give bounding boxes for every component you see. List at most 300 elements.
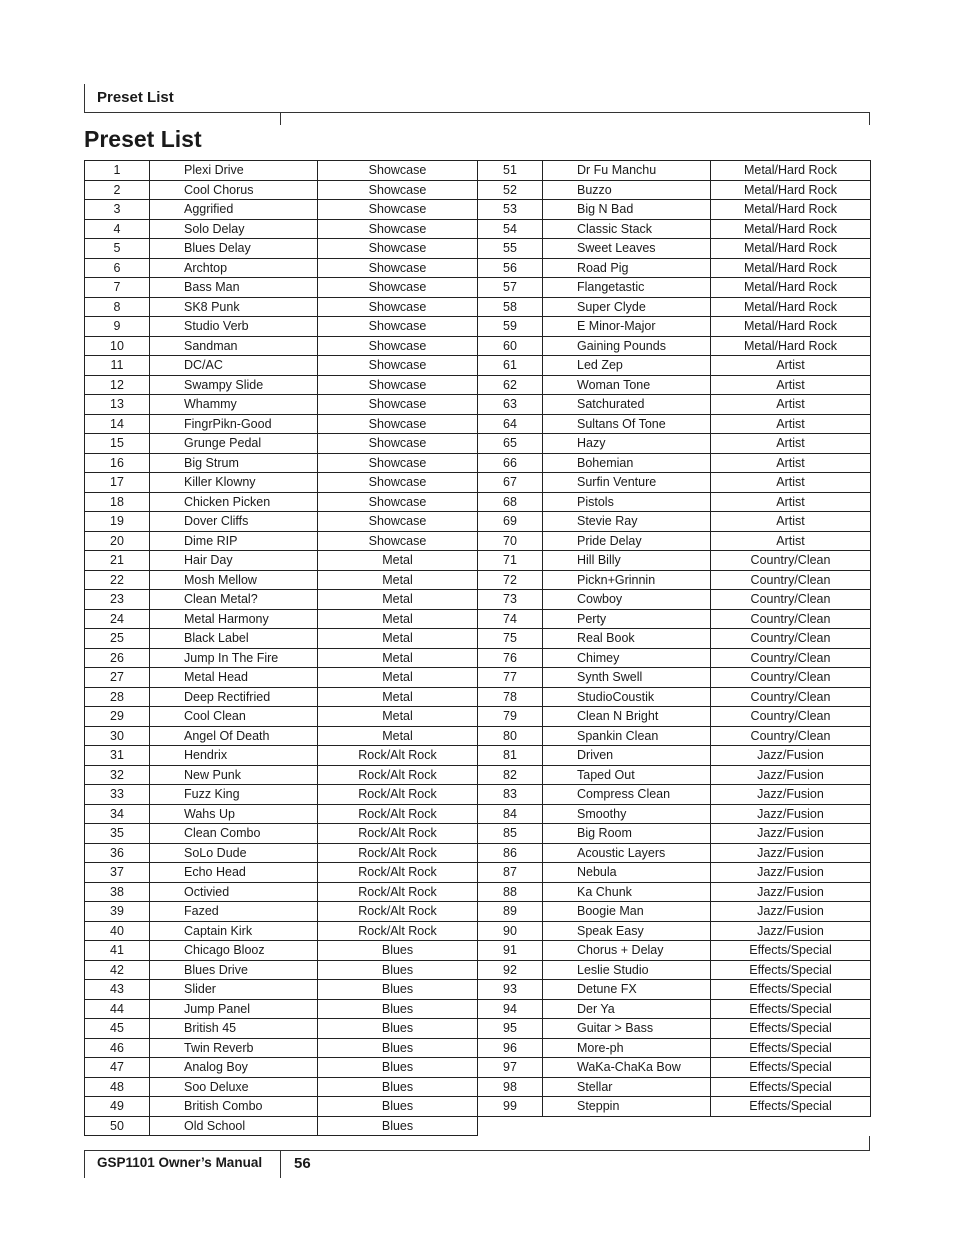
preset-category: Showcase bbox=[318, 278, 478, 298]
preset-name: Angel Of Death bbox=[150, 726, 318, 746]
preset-row bbox=[478, 687, 871, 707]
preset-row bbox=[478, 1038, 871, 1058]
preset-number: 38 bbox=[85, 882, 150, 902]
preset-category: Metal/Hard Rock bbox=[711, 258, 871, 278]
preset-category: Artist bbox=[711, 434, 871, 454]
preset-name: Big N Bad bbox=[543, 200, 711, 220]
preset-row bbox=[85, 1116, 478, 1136]
preset-number: 64 bbox=[478, 414, 543, 434]
preset-category: Showcase bbox=[318, 297, 478, 317]
running-head: Preset List bbox=[97, 89, 174, 106]
preset-number: 63 bbox=[478, 395, 543, 415]
preset-number: 34 bbox=[85, 804, 150, 824]
preset-category: Country/Clean bbox=[711, 648, 871, 668]
preset-number: 27 bbox=[85, 668, 150, 688]
preset-row bbox=[478, 1077, 871, 1097]
preset-row bbox=[478, 336, 871, 356]
preset-row bbox=[478, 707, 871, 727]
preset-category: Rock/Alt Rock bbox=[318, 843, 478, 863]
preset-row bbox=[85, 1058, 478, 1078]
preset-name: Black Label bbox=[150, 629, 318, 649]
preset-category: Country/Clean bbox=[711, 629, 871, 649]
preset-category: Blues bbox=[318, 1038, 478, 1058]
preset-category: Jazz/Fusion bbox=[711, 902, 871, 922]
preset-number: 98 bbox=[478, 1077, 543, 1097]
preset-number: 77 bbox=[478, 668, 543, 688]
preset-category: Showcase bbox=[318, 512, 478, 532]
preset-number: 62 bbox=[478, 375, 543, 395]
preset-name: Satchurated bbox=[543, 395, 711, 415]
preset-number: 69 bbox=[478, 512, 543, 532]
preset-name: Big Strum bbox=[150, 453, 318, 473]
preset-number: 47 bbox=[85, 1058, 150, 1078]
preset-number: 99 bbox=[478, 1097, 543, 1117]
preset-name: Bass Man bbox=[150, 278, 318, 298]
preset-row bbox=[85, 200, 478, 220]
preset-number: 79 bbox=[478, 707, 543, 727]
preset-category: Showcase bbox=[318, 200, 478, 220]
preset-category: Artist bbox=[711, 453, 871, 473]
preset-number: 39 bbox=[85, 902, 150, 922]
preset-number: 24 bbox=[85, 609, 150, 629]
preset-number: 5 bbox=[85, 239, 150, 259]
preset-category: Artist bbox=[711, 492, 871, 512]
preset-name: Der Ya bbox=[543, 999, 711, 1019]
preset-number: 40 bbox=[85, 921, 150, 941]
preset-name: Compress Clean bbox=[543, 785, 711, 805]
preset-number: 25 bbox=[85, 629, 150, 649]
preset-row bbox=[478, 258, 871, 278]
preset-name: Taped Out bbox=[543, 765, 711, 785]
preset-category: Jazz/Fusion bbox=[711, 882, 871, 902]
preset-name: Sultans Of Tone bbox=[543, 414, 711, 434]
preset-category: Showcase bbox=[318, 258, 478, 278]
preset-category: Blues bbox=[318, 980, 478, 1000]
preset-row bbox=[85, 180, 478, 200]
preset-name: Plexi Drive bbox=[150, 161, 318, 181]
preset-name: Slider bbox=[150, 980, 318, 1000]
preset-row bbox=[85, 161, 478, 181]
preset-row bbox=[478, 1097, 871, 1117]
preset-number: 10 bbox=[85, 336, 150, 356]
preset-row bbox=[478, 726, 871, 746]
page-number: 56 bbox=[294, 1155, 311, 1172]
preset-name: Clean N Bright bbox=[543, 707, 711, 727]
preset-number: 43 bbox=[85, 980, 150, 1000]
preset-category: Country/Clean bbox=[711, 551, 871, 571]
preset-number: 15 bbox=[85, 434, 150, 454]
preset-category: Rock/Alt Rock bbox=[318, 882, 478, 902]
preset-name: Octivied bbox=[150, 882, 318, 902]
preset-name: More-ph bbox=[543, 1038, 711, 1058]
preset-row bbox=[85, 219, 478, 239]
preset-row bbox=[478, 395, 871, 415]
preset-name: Chimey bbox=[543, 648, 711, 668]
preset-row bbox=[85, 375, 478, 395]
preset-row bbox=[478, 161, 871, 181]
preset-category: Showcase bbox=[318, 395, 478, 415]
preset-number: 81 bbox=[478, 746, 543, 766]
preset-number: 57 bbox=[478, 278, 543, 298]
preset-number: 1 bbox=[85, 161, 150, 181]
preset-number: 84 bbox=[478, 804, 543, 824]
preset-number: 65 bbox=[478, 434, 543, 454]
preset-name: Driven bbox=[543, 746, 711, 766]
preset-row bbox=[85, 746, 478, 766]
preset-category: Country/Clean bbox=[711, 590, 871, 610]
preset-category: Rock/Alt Rock bbox=[318, 921, 478, 941]
preset-number: 19 bbox=[85, 512, 150, 532]
preset-category: Showcase bbox=[318, 161, 478, 181]
preset-name: Wahs Up bbox=[150, 804, 318, 824]
preset-number: 93 bbox=[478, 980, 543, 1000]
preset-number: 14 bbox=[85, 414, 150, 434]
preset-row bbox=[85, 278, 478, 298]
preset-row bbox=[85, 492, 478, 512]
preset-row bbox=[85, 687, 478, 707]
preset-number: 90 bbox=[478, 921, 543, 941]
preset-row bbox=[478, 824, 871, 844]
preset-number: 96 bbox=[478, 1038, 543, 1058]
preset-number: 67 bbox=[478, 473, 543, 493]
preset-name: E Minor-Major bbox=[543, 317, 711, 337]
preset-row bbox=[85, 239, 478, 259]
preset-category: Blues bbox=[318, 1077, 478, 1097]
preset-number: 92 bbox=[478, 960, 543, 980]
preset-category: Metal/Hard Rock bbox=[711, 336, 871, 356]
preset-row bbox=[478, 804, 871, 824]
preset-name: Clean Metal? bbox=[150, 590, 318, 610]
preset-row bbox=[478, 278, 871, 298]
preset-name: Jump In The Fire bbox=[150, 648, 318, 668]
preset-row bbox=[478, 473, 871, 493]
preset-name: Chicken Picken bbox=[150, 492, 318, 512]
preset-row bbox=[478, 863, 871, 883]
preset-number: 6 bbox=[85, 258, 150, 278]
preset-row bbox=[85, 453, 478, 473]
preset-name: Swampy Slide bbox=[150, 375, 318, 395]
preset-row bbox=[478, 882, 871, 902]
preset-row bbox=[478, 980, 871, 1000]
preset-category: Blues bbox=[318, 1097, 478, 1117]
preset-name: Pride Delay bbox=[543, 531, 711, 551]
preset-number: 87 bbox=[478, 863, 543, 883]
preset-category: Showcase bbox=[318, 375, 478, 395]
preset-row bbox=[478, 180, 871, 200]
preset-row bbox=[85, 531, 478, 551]
preset-category: Blues bbox=[318, 960, 478, 980]
preset-number: 7 bbox=[85, 278, 150, 298]
preset-row bbox=[478, 941, 871, 961]
preset-number: 75 bbox=[478, 629, 543, 649]
preset-category: Blues bbox=[318, 1116, 478, 1136]
preset-category: Metal/Hard Rock bbox=[711, 180, 871, 200]
preset-category: Jazz/Fusion bbox=[711, 863, 871, 883]
preset-number: 26 bbox=[85, 648, 150, 668]
preset-category: Blues bbox=[318, 1058, 478, 1078]
preset-name: Steppin bbox=[543, 1097, 711, 1117]
preset-row bbox=[478, 921, 871, 941]
preset-number: 23 bbox=[85, 590, 150, 610]
preset-number: 59 bbox=[478, 317, 543, 337]
preset-row bbox=[478, 200, 871, 220]
preset-row bbox=[85, 473, 478, 493]
preset-name: Ka Chunk bbox=[543, 882, 711, 902]
preset-number: 48 bbox=[85, 1077, 150, 1097]
preset-category: Jazz/Fusion bbox=[711, 804, 871, 824]
preset-name: Hair Day bbox=[150, 551, 318, 571]
preset-category: Rock/Alt Rock bbox=[318, 765, 478, 785]
preset-category: Showcase bbox=[318, 336, 478, 356]
preset-name: Twin Reverb bbox=[150, 1038, 318, 1058]
preset-row bbox=[478, 785, 871, 805]
preset-row bbox=[85, 395, 478, 415]
preset-number: 16 bbox=[85, 453, 150, 473]
preset-row bbox=[85, 590, 478, 610]
preset-category: Showcase bbox=[318, 473, 478, 493]
preset-category: Rock/Alt Rock bbox=[318, 863, 478, 883]
preset-row bbox=[478, 492, 871, 512]
preset-category: Country/Clean bbox=[711, 687, 871, 707]
preset-name: Bohemian bbox=[543, 453, 711, 473]
preset-row bbox=[85, 902, 478, 922]
preset-name: British 45 bbox=[150, 1019, 318, 1039]
preset-name: Cool Chorus bbox=[150, 180, 318, 200]
preset-number: 89 bbox=[478, 902, 543, 922]
preset-number: 54 bbox=[478, 219, 543, 239]
preset-row bbox=[85, 629, 478, 649]
preset-name: Road Pig bbox=[543, 258, 711, 278]
preset-name: Archtop bbox=[150, 258, 318, 278]
preset-number: 8 bbox=[85, 297, 150, 317]
preset-category: Effects/Special bbox=[711, 1019, 871, 1039]
preset-name: Led Zep bbox=[543, 356, 711, 376]
header-vertical-rule bbox=[84, 84, 85, 112]
preset-number: 22 bbox=[85, 570, 150, 590]
preset-row bbox=[85, 336, 478, 356]
preset-number: 3 bbox=[85, 200, 150, 220]
footer-horizontal-rule bbox=[84, 1150, 870, 1151]
preset-row bbox=[478, 297, 871, 317]
preset-number: 18 bbox=[85, 492, 150, 512]
preset-category: Artist bbox=[711, 356, 871, 376]
preset-number: 94 bbox=[478, 999, 543, 1019]
preset-number: 72 bbox=[478, 570, 543, 590]
preset-number: 29 bbox=[85, 707, 150, 727]
preset-row bbox=[85, 765, 478, 785]
preset-name: FingrPikn-Good bbox=[150, 414, 318, 434]
preset-name: Killer Klowny bbox=[150, 473, 318, 493]
preset-name: Aggrified bbox=[150, 200, 318, 220]
preset-name: Sweet Leaves bbox=[543, 239, 711, 259]
preset-row bbox=[85, 609, 478, 629]
preset-category: Country/Clean bbox=[711, 707, 871, 727]
preset-number: 17 bbox=[85, 473, 150, 493]
preset-row bbox=[478, 239, 871, 259]
preset-row bbox=[85, 1019, 478, 1039]
preset-row bbox=[478, 746, 871, 766]
preset-name: Real Book bbox=[543, 629, 711, 649]
preset-row bbox=[85, 882, 478, 902]
preset-category: Jazz/Fusion bbox=[711, 843, 871, 863]
preset-number: 83 bbox=[478, 785, 543, 805]
preset-name: Perty bbox=[543, 609, 711, 629]
preset-row bbox=[478, 414, 871, 434]
preset-row bbox=[478, 1019, 871, 1039]
preset-name: SK8 Punk bbox=[150, 297, 318, 317]
preset-category: Showcase bbox=[318, 239, 478, 259]
preset-category: Country/Clean bbox=[711, 668, 871, 688]
preset-category: Effects/Special bbox=[711, 980, 871, 1000]
preset-number: 60 bbox=[478, 336, 543, 356]
preset-category: Blues bbox=[318, 999, 478, 1019]
preset-category: Metal/Hard Rock bbox=[711, 200, 871, 220]
preset-row bbox=[478, 531, 871, 551]
preset-row bbox=[478, 551, 871, 571]
preset-category: Metal/Hard Rock bbox=[711, 317, 871, 337]
preset-name: SoLo Dude bbox=[150, 843, 318, 863]
preset-category: Showcase bbox=[318, 356, 478, 376]
preset-table-left bbox=[84, 160, 478, 1136]
preset-name: Woman Tone bbox=[543, 375, 711, 395]
preset-number: 12 bbox=[85, 375, 150, 395]
preset-number: 71 bbox=[478, 551, 543, 571]
preset-category: Blues bbox=[318, 1019, 478, 1039]
preset-category: Artist bbox=[711, 473, 871, 493]
preset-category: Showcase bbox=[318, 180, 478, 200]
preset-category: Metal/Hard Rock bbox=[711, 161, 871, 181]
preset-row bbox=[85, 863, 478, 883]
preset-row bbox=[478, 960, 871, 980]
preset-row bbox=[478, 434, 871, 454]
preset-number: 97 bbox=[478, 1058, 543, 1078]
preset-row bbox=[478, 999, 871, 1019]
header-tick-mark bbox=[869, 112, 870, 125]
preset-category: Metal bbox=[318, 590, 478, 610]
preset-row bbox=[478, 668, 871, 688]
preset-number: 30 bbox=[85, 726, 150, 746]
preset-number: 46 bbox=[85, 1038, 150, 1058]
preset-name: Hill Billy bbox=[543, 551, 711, 571]
preset-row bbox=[85, 512, 478, 532]
header-horizontal-rule bbox=[84, 112, 870, 113]
preset-category: Rock/Alt Rock bbox=[318, 824, 478, 844]
preset-number: 2 bbox=[85, 180, 150, 200]
preset-category: Jazz/Fusion bbox=[711, 824, 871, 844]
preset-name: British Combo bbox=[150, 1097, 318, 1117]
preset-name: Blues Drive bbox=[150, 960, 318, 980]
preset-row bbox=[478, 375, 871, 395]
manual-name: GSP1101 Owner’s Manual bbox=[97, 1155, 263, 1170]
preset-row bbox=[85, 960, 478, 980]
preset-name: WaKa-ChaKa Bow bbox=[543, 1058, 711, 1078]
preset-category: Artist bbox=[711, 395, 871, 415]
preset-category: Blues bbox=[318, 941, 478, 961]
preset-category: Metal bbox=[318, 609, 478, 629]
preset-number: 70 bbox=[478, 531, 543, 551]
preset-name: Guitar > Bass bbox=[543, 1019, 711, 1039]
preset-row bbox=[478, 512, 871, 532]
preset-name: Fuzz King bbox=[150, 785, 318, 805]
preset-name: Leslie Studio bbox=[543, 960, 711, 980]
preset-category: Metal/Hard Rock bbox=[711, 297, 871, 317]
preset-category: Metal bbox=[318, 668, 478, 688]
preset-name: Spankin Clean bbox=[543, 726, 711, 746]
preset-category: Showcase bbox=[318, 219, 478, 239]
preset-name: Classic Stack bbox=[543, 219, 711, 239]
preset-name: Chorus + Delay bbox=[543, 941, 711, 961]
preset-number: 42 bbox=[85, 960, 150, 980]
preset-row bbox=[478, 219, 871, 239]
preset-number: 68 bbox=[478, 492, 543, 512]
preset-name: Jump Panel bbox=[150, 999, 318, 1019]
preset-name: Whammy bbox=[150, 395, 318, 415]
preset-row bbox=[85, 804, 478, 824]
preset-number: 11 bbox=[85, 356, 150, 376]
preset-name: Hendrix bbox=[150, 746, 318, 766]
preset-number: 88 bbox=[478, 882, 543, 902]
preset-name: Studio Verb bbox=[150, 317, 318, 337]
preset-category: Showcase bbox=[318, 492, 478, 512]
preset-number: 56 bbox=[478, 258, 543, 278]
preset-row bbox=[85, 1038, 478, 1058]
preset-number: 55 bbox=[478, 239, 543, 259]
preset-name: Synth Swell bbox=[543, 668, 711, 688]
preset-number: 37 bbox=[85, 863, 150, 883]
preset-number: 73 bbox=[478, 590, 543, 610]
preset-category: Metal bbox=[318, 570, 478, 590]
preset-name: Stevie Ray bbox=[543, 512, 711, 532]
preset-number: 76 bbox=[478, 648, 543, 668]
preset-row bbox=[85, 707, 478, 727]
preset-category: Rock/Alt Rock bbox=[318, 902, 478, 922]
preset-name: StudioCoustik bbox=[543, 687, 711, 707]
preset-name: Metal Harmony bbox=[150, 609, 318, 629]
preset-name: Old School bbox=[150, 1116, 318, 1136]
preset-name: Cowboy bbox=[543, 590, 711, 610]
preset-category: Effects/Special bbox=[711, 1097, 871, 1117]
preset-number: 21 bbox=[85, 551, 150, 571]
preset-name: Solo Delay bbox=[150, 219, 318, 239]
preset-name: Dover Cliffs bbox=[150, 512, 318, 532]
preset-name: Super Clyde bbox=[543, 297, 711, 317]
preset-category: Jazz/Fusion bbox=[711, 746, 871, 766]
preset-number: 86 bbox=[478, 843, 543, 863]
preset-row bbox=[478, 317, 871, 337]
preset-category: Rock/Alt Rock bbox=[318, 804, 478, 824]
preset-table-right bbox=[477, 160, 871, 1117]
preset-row bbox=[85, 668, 478, 688]
preset-number: 82 bbox=[478, 765, 543, 785]
preset-category: Effects/Special bbox=[711, 1077, 871, 1097]
preset-number: 36 bbox=[85, 843, 150, 863]
preset-name: Detune FX bbox=[543, 980, 711, 1000]
preset-number: 49 bbox=[85, 1097, 150, 1117]
preset-number: 52 bbox=[478, 180, 543, 200]
preset-category: Metal bbox=[318, 648, 478, 668]
preset-name: New Punk bbox=[150, 765, 318, 785]
preset-name: Blues Delay bbox=[150, 239, 318, 259]
preset-number: 61 bbox=[478, 356, 543, 376]
preset-category: Metal/Hard Rock bbox=[711, 278, 871, 298]
preset-row bbox=[85, 317, 478, 337]
preset-number: 95 bbox=[478, 1019, 543, 1039]
preset-name: Flangetastic bbox=[543, 278, 711, 298]
preset-category: Showcase bbox=[318, 317, 478, 337]
preset-row bbox=[85, 570, 478, 590]
preset-row bbox=[478, 570, 871, 590]
preset-number: 20 bbox=[85, 531, 150, 551]
